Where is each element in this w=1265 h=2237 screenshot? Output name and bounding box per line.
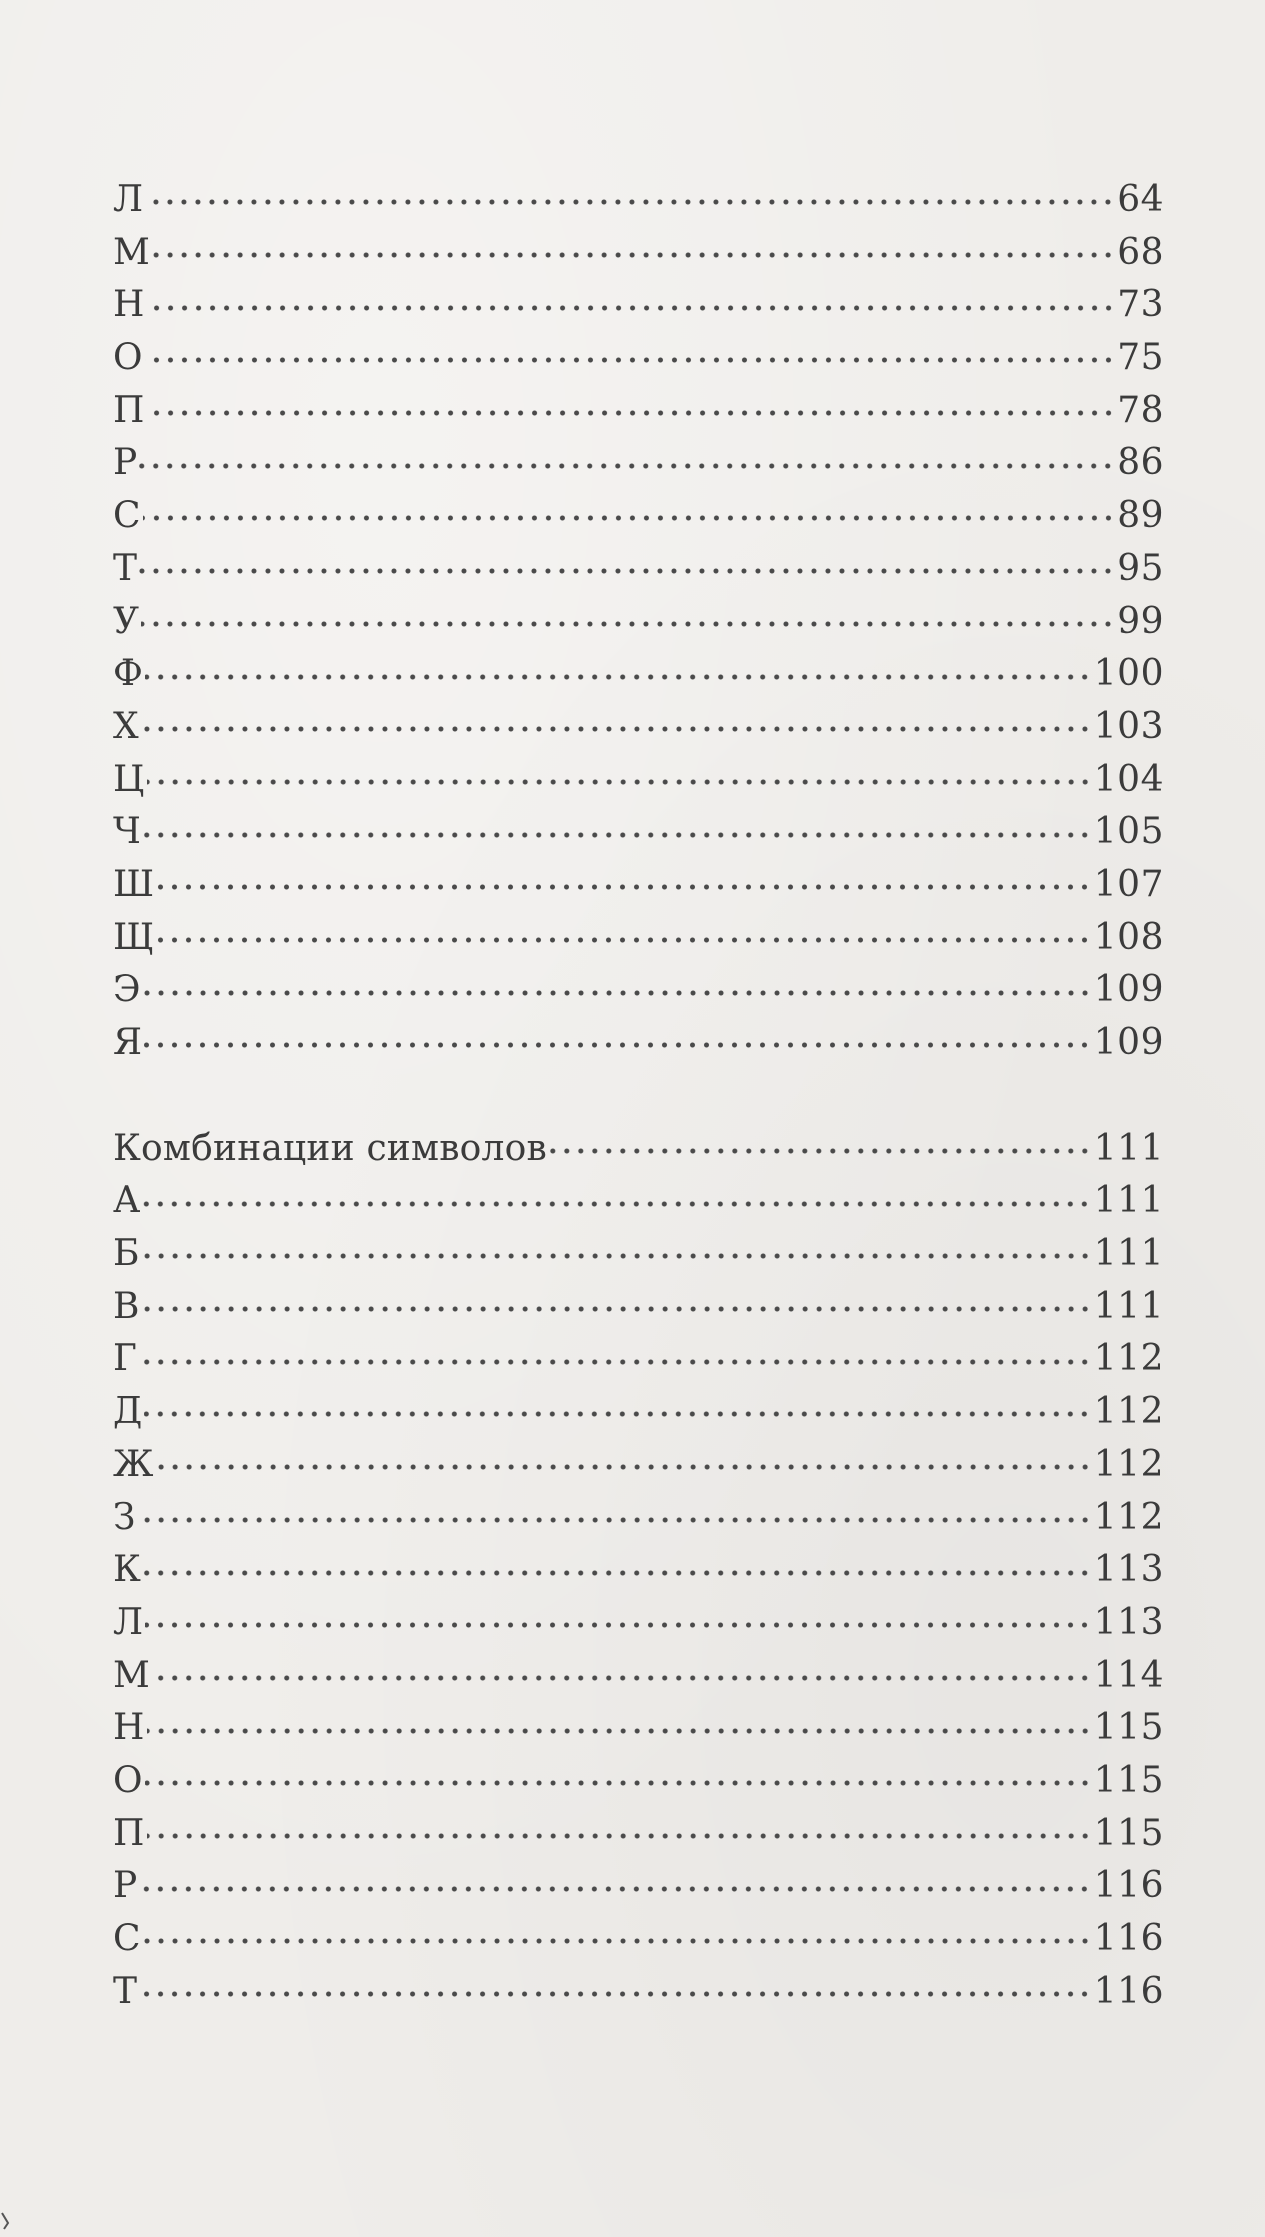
toc-entry (113, 1386, 1164, 1439)
toc-entry (113, 648, 1164, 701)
toc-dot-leader (143, 970, 1092, 1006)
toc-entry-label: С (113, 495, 141, 537)
toc-entry (113, 1650, 1164, 1703)
toc-entry (113, 1492, 1164, 1545)
toc-entry-label: В (113, 1285, 140, 1327)
toc-entry (113, 437, 1164, 490)
toc-entry-page-number: 107 (1093, 863, 1164, 905)
toc-entry-label: М (113, 1654, 151, 1696)
toc-entry-page-number: 111 (1093, 1233, 1164, 1275)
toc-entry-label: Ч (113, 811, 142, 853)
toc-entry (113, 1544, 1164, 1597)
toc-entry (113, 279, 1164, 332)
page-corner-mark (0, 2211, 14, 2231)
toc-dot-leader (144, 1391, 1091, 1427)
toc-entry-page-number: 73 (1117, 284, 1164, 326)
toc-dot-leader (156, 917, 1092, 953)
toc-entry-page-number: 116 (1093, 1865, 1164, 1907)
toc-dot-leader (145, 337, 1115, 373)
toc-entry (113, 1333, 1164, 1386)
toc-entry-page-number: 112 (1093, 1391, 1164, 1433)
toc-dot-leader (142, 1286, 1092, 1322)
toc-dot-leader (142, 1181, 1091, 1217)
toc-entry-page-number: 99 (1117, 600, 1164, 642)
toc-dot-leader (141, 706, 1092, 742)
toc-entry-label: Ф (113, 653, 144, 695)
toc-entry-label: Т (113, 1970, 138, 2012)
toc-entry-label: Комбинации символов (113, 1127, 547, 1169)
toc-entry-page-number: 64 (1117, 179, 1164, 220)
toc-dot-leader (139, 1339, 1092, 1375)
toc-dot-leader (143, 495, 1115, 531)
toc-entry-label: О (113, 1759, 143, 1801)
toc-entry (113, 806, 1164, 859)
toc-dot-leader (147, 285, 1116, 321)
toc-entry-page-number: 115 (1093, 1812, 1164, 1854)
toc-entry-page-number: 109 (1093, 1022, 1164, 1063)
toc-entry-label: Н (113, 284, 145, 326)
toc-dot-leader (139, 443, 1115, 479)
toc-dot-leader (549, 1128, 1092, 1164)
toc-entry-label: Я (113, 1022, 143, 1063)
toc-entry (113, 1228, 1164, 1281)
toc-dot-leader (138, 1497, 1092, 1533)
toc-entry-page-number: 111 (1093, 1285, 1164, 1327)
toc-entry (113, 964, 1164, 1017)
toc-entry-label: Н (113, 1707, 145, 1749)
toc-dot-leader (147, 390, 1116, 426)
toc-entry (113, 1702, 1164, 1755)
toc-entry-label: Ц (113, 758, 145, 800)
toc-entry-label: П (113, 389, 145, 431)
toc-dot-leader (143, 1918, 1092, 1954)
toc-entry-label: Ж (113, 1443, 154, 1485)
toc-dot-leader (139, 1971, 1092, 2007)
toc-entry-label: Э (113, 969, 141, 1011)
toc-entry (113, 912, 1164, 965)
toc-entry-label: А (113, 1180, 141, 1222)
toc-entry-page-number: 116 (1093, 1970, 1164, 2012)
toc-section-symbol-combinations (113, 1123, 1164, 2019)
toc-entry (113, 1123, 1164, 1176)
toc-entry-page-number: 68 (1117, 231, 1164, 273)
toc-dot-leader (156, 864, 1092, 900)
toc-entry-label: Х (113, 705, 139, 747)
toc-entry-page-number: 75 (1117, 337, 1164, 379)
toc-entry-label: Щ (113, 916, 155, 958)
toc-entry (113, 490, 1164, 543)
toc-entry-label: З (113, 1496, 136, 1538)
table-of-contents (113, 174, 1164, 2018)
toc-entry-label: С (113, 1918, 141, 1959)
toc-entry (113, 1439, 1164, 1492)
toc-entry-page-number: 95 (1117, 547, 1164, 589)
toc-entry-page-number: 86 (1117, 442, 1164, 484)
toc-entry-page-number: 89 (1117, 495, 1164, 537)
toc-dot-leader (139, 1866, 1091, 1902)
toc-dot-leader (143, 812, 1092, 848)
toc-entry (113, 1808, 1164, 1861)
toc-entry-page-number: 100 (1093, 653, 1164, 695)
toc-entry-label: Б (113, 1233, 140, 1275)
toc-entry-label: К (113, 1549, 142, 1591)
toc-dot-leader (144, 1022, 1092, 1058)
toc-entry (113, 385, 1164, 438)
toc-dot-leader (152, 232, 1115, 268)
toc-entry-label: Т (113, 547, 138, 589)
toc-entry (113, 332, 1164, 385)
toc-entry-label: У (113, 600, 140, 642)
toc-dot-leader (141, 601, 1115, 637)
toc-entry-page-number: 104 (1093, 758, 1164, 800)
toc-entry-page-number: 111 (1093, 1180, 1164, 1222)
toc-entry (113, 859, 1164, 912)
toc-entry-page-number: 78 (1117, 389, 1164, 431)
toc-dot-leader (139, 548, 1115, 584)
toc-dot-leader (147, 1813, 1092, 1849)
toc-dot-leader (147, 759, 1092, 795)
toc-entry (113, 701, 1164, 754)
toc-entry (113, 227, 1164, 280)
toc-entry (113, 1175, 1164, 1228)
toc-entry-label: П (113, 1812, 145, 1854)
toc-entry-page-number: 112 (1093, 1338, 1164, 1380)
toc-entry-page-number: 108 (1093, 916, 1164, 958)
toc-entry-page-number: 109 (1093, 969, 1164, 1011)
toc-entry-label: Р (113, 1865, 138, 1907)
toc-entry-label: О (113, 337, 143, 379)
toc-dot-leader (145, 1602, 1092, 1638)
toc-entry (113, 754, 1164, 807)
toc-entry-label: Р (113, 442, 138, 484)
toc-entry-page-number: 105 (1093, 811, 1164, 853)
toc-entry-page-number: 115 (1093, 1707, 1164, 1749)
toc-entry-page-number: 112 (1093, 1443, 1164, 1485)
toc-entry (113, 1017, 1164, 1070)
toc-entry-page-number: 114 (1093, 1654, 1164, 1696)
toc-dot-leader (145, 179, 1115, 215)
toc-entry (113, 1597, 1164, 1650)
toc-entry-label: Г (113, 1338, 138, 1380)
toc-dot-leader (145, 1760, 1092, 1796)
toc-dot-leader (143, 1550, 1092, 1586)
toc-entry-page-number: 113 (1093, 1549, 1164, 1591)
toc-dot-leader (145, 654, 1092, 690)
toc-entry-page-number: 113 (1093, 1601, 1164, 1643)
toc-section-letters (113, 174, 1164, 1070)
toc-dot-leader (147, 1708, 1092, 1744)
toc-entry (113, 543, 1164, 596)
toc-entry-page-number: 112 (1093, 1496, 1164, 1538)
toc-dot-leader (152, 1655, 1092, 1691)
toc-entry-page-number: 116 (1093, 1918, 1164, 1959)
toc-entry-page-number: 115 (1093, 1759, 1164, 1801)
toc-entry-label: Д (113, 1391, 143, 1433)
toc-entry-page-number: 103 (1093, 705, 1164, 747)
toc-dot-leader (156, 1444, 1092, 1480)
toc-entry-label: Л (113, 1601, 144, 1643)
toc-entry (113, 1755, 1164, 1808)
toc-entry-page-number: 111 (1093, 1127, 1164, 1169)
toc-entry (113, 596, 1164, 649)
toc-entry-label: Л (113, 179, 144, 220)
toc-entry (113, 1966, 1164, 2019)
toc-entry (113, 1860, 1164, 1913)
toc-entry (113, 174, 1164, 227)
toc-entry (113, 1913, 1164, 1966)
toc-entry-label: М (113, 231, 151, 273)
toc-entry (113, 1281, 1164, 1334)
toc-dot-leader (142, 1233, 1092, 1269)
toc-entry-label: Ш (113, 863, 155, 905)
